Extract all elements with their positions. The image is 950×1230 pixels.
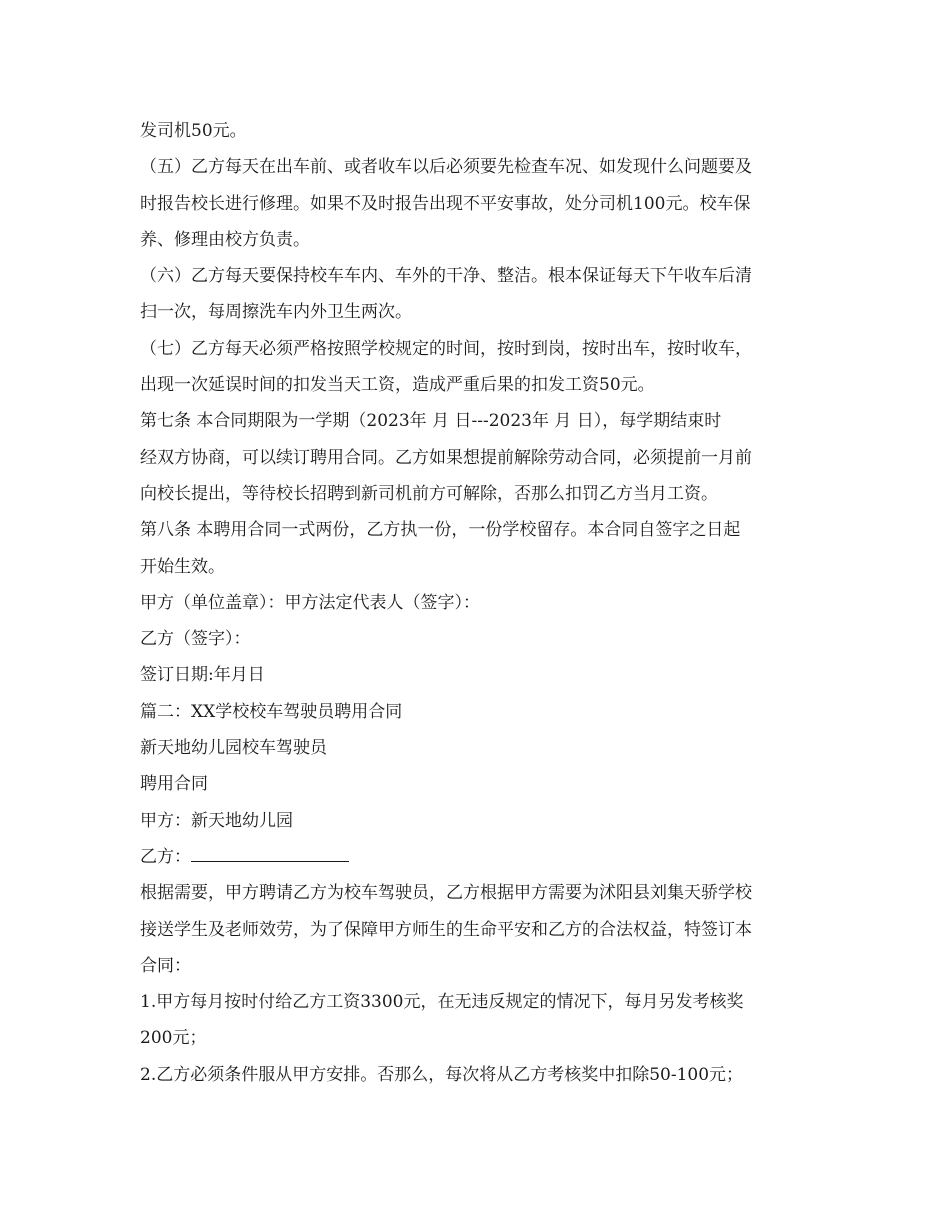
text-line: 合同：: [140, 955, 191, 976]
text-line: 向校长提出，等待校长招聘到新司机前方可解除，否那么扣罚乙方当月工资。: [140, 483, 718, 504]
text-line: （七）乙方每天必须严格按照学校规定的时间，按时到岗，按时出车，按时收车，: [140, 338, 752, 359]
text-line: 第七条 本合同期限为一学期（2023年 月 日---2023年 月 日），每学期结束时: [140, 411, 722, 432]
text-line: 200元；: [140, 1028, 207, 1049]
text-line: 第八条 本聘用合同一式两份，乙方执一份，一份学校留存。本合同自签字之日起: [140, 520, 741, 541]
section-heading: 篇二：XX学校校车驾驶员聘用合同: [140, 701, 403, 722]
text-line: 发司机50元。: [140, 121, 247, 141]
text-line: 根据需要，甲方聘请乙方为校车驾驶员，乙方根据甲方需要为沭阳县刘集天骄学校: [140, 883, 752, 904]
text-line: 养、修理由校方负责。: [140, 229, 310, 250]
text-line: 甲方（单位盖章）：甲方法定代表人（签字）：: [140, 592, 480, 613]
text-line: （五）乙方每天在出车前、或者收车以后必须要先检查车况、如发现什么问题要及: [140, 157, 752, 178]
text-line: 签订日期:年月日: [140, 665, 265, 686]
blank-underline: [191, 839, 349, 862]
text-line: 接送学生及老师效劳，为了保障甲方师生的生命平安和乙方的合法权益，特签订本: [140, 919, 752, 940]
text-line: 2.乙方必须条件服从甲方安排。否那么，每次将从乙方考核奖中扣除50-100元；: [140, 1064, 744, 1085]
text-line: （六）乙方每天要保持校车车内、车外的干净、整洁。根本保证每天下午收车后清: [140, 266, 752, 287]
text-line: 乙方（签字）：: [140, 629, 251, 650]
text-line: 新天地幼儿园校车驾驶员: [140, 738, 327, 759]
text-line: 开始生效。: [140, 556, 225, 577]
party-b-label: 乙方：: [140, 846, 191, 867]
text-line: 经双方协商，可以续订聘用合同。乙方如果想提前解除劳动合同，必须提前一月前: [140, 447, 752, 468]
text-line: 甲方：新天地幼儿园: [140, 810, 293, 831]
party-b-line: [140, 839, 820, 875]
text-line: 时报告校长进行修理。如果不及时报告出现不平安事故，处分司机100元。校车保: [140, 193, 751, 214]
text-line: 扫一次，每周擦洗车内外卫生两次。: [140, 302, 412, 323]
document-body: [140, 113, 820, 1093]
text-line: 聘用合同: [140, 774, 208, 795]
text-line: 出现一次延误时间的扣发当天工资，造成严重后果的扣发工资50元。: [140, 375, 655, 396]
text-line: 1.甲方每月按时付给乙方工资3300元，在无违反规定的情况下，每月另发考核奖: [140, 992, 744, 1013]
